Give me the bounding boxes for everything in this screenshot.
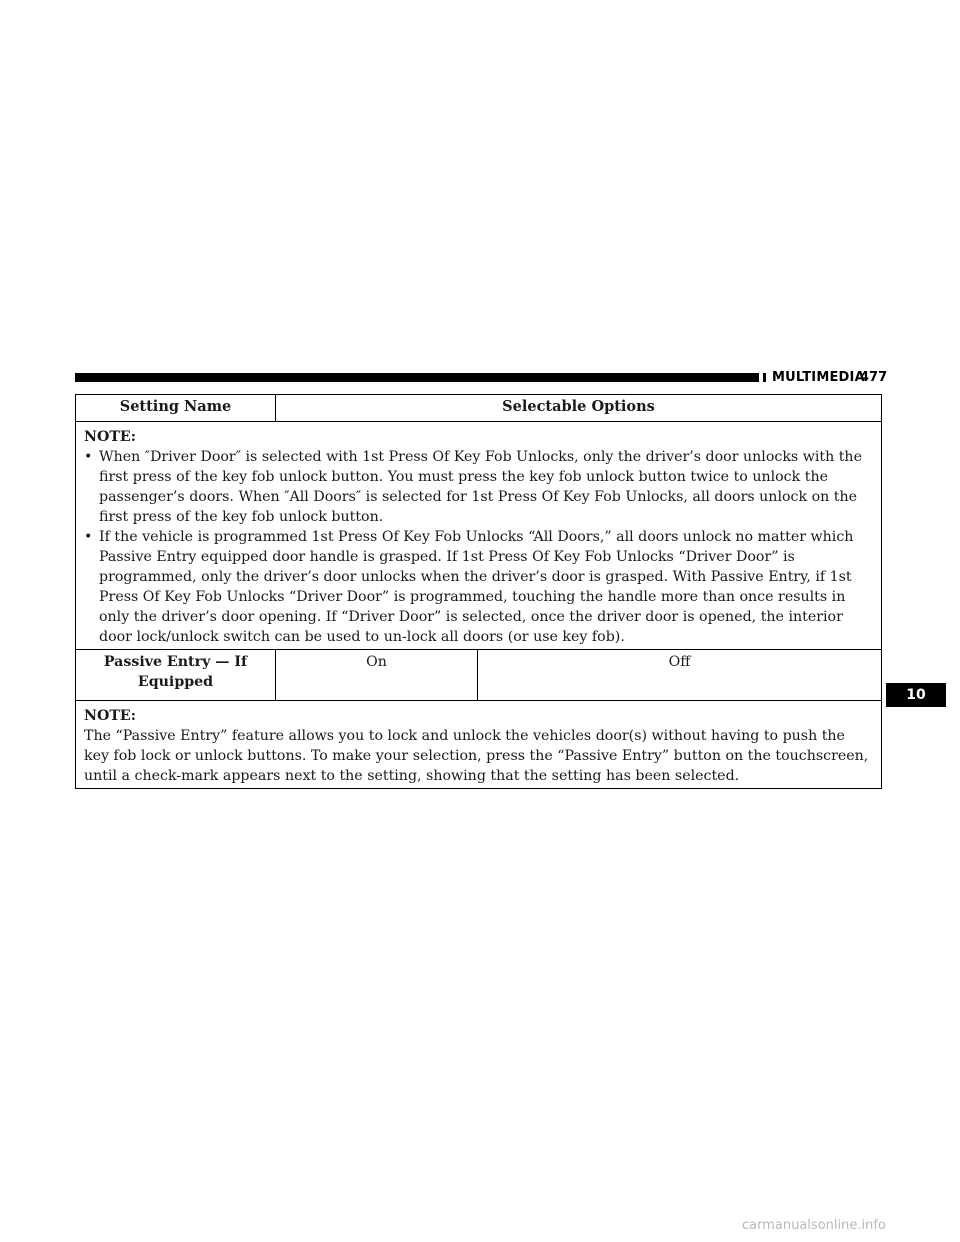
column-header-setting-name: Setting Name [76, 395, 276, 422]
list-item [84, 447, 873, 527]
watermark: carmanualsonline.info [742, 1218, 886, 1233]
table-header-row [76, 395, 882, 422]
note-label: NOTE: [84, 429, 136, 445]
page-number: 477 [860, 370, 888, 385]
note-bullet-text: If the vehicle is programmed 1st Press Of Key Fob Unlocks “All Doors,” all doors unlock no matter which Passive Entry equipped door handle is grasped. If 1st Press Of Key Fob Unlocks “Driver Door” is programmed, only the driver’s door unlocks when the driver’s door is grasped. With Passive Entry, if 1st Press Of Key Fob Unlocks “Driver Door” is programmed, touching the handle more than once results in only the driver’s door opening. If “Driver Door” is selected, once the driver door is opened, the interior door lock/unlock switch can be used to un-lock all doors (or use key fob). [99, 529, 854, 645]
note-label: NOTE: [84, 708, 136, 724]
bullet-icon: • [84, 529, 93, 545]
list-item [84, 527, 873, 647]
header-rule [75, 373, 759, 382]
header-rule-end [763, 373, 766, 382]
note-paragraph: The “Passive Entry” feature allows you to lock and unlock the vehicles door(s) without having to push the key fob lock or unlock buttons. To make your selection, press the “Passive Entry” button on the touchscreen, until a check-mark appears next to the setting, showing that the setting has been selected. [84, 728, 869, 784]
table-row [76, 422, 882, 650]
settings-table [75, 394, 882, 789]
section-title: MULTIMEDIA [772, 370, 865, 385]
option-off: Off [478, 650, 882, 701]
note-cell [76, 701, 882, 789]
table-row [76, 701, 882, 789]
note-bullet-list [84, 447, 873, 647]
table-row [76, 650, 882, 701]
chapter-tab: 10 [886, 683, 946, 707]
column-header-selectable-options: Selectable Options [276, 395, 882, 422]
note-bullet-text: When ″Driver Door″ is selected with 1st Press Of Key Fob Unlocks, only the driver’s door unlocks with the first press of the key fob unlock button. You must press the key fob unlock button twice to unlock the passenger’s doors. When ″All Doors″ is selected for 1st Press Of Key Fob Unlocks, all doors unlock on the first press of the key fob unlock button. [99, 449, 862, 525]
note-cell [76, 422, 882, 650]
option-on: On [276, 650, 478, 701]
setting-name-passive-entry: Passive Entry — If Equipped [76, 650, 276, 701]
bullet-icon: • [84, 449, 93, 465]
